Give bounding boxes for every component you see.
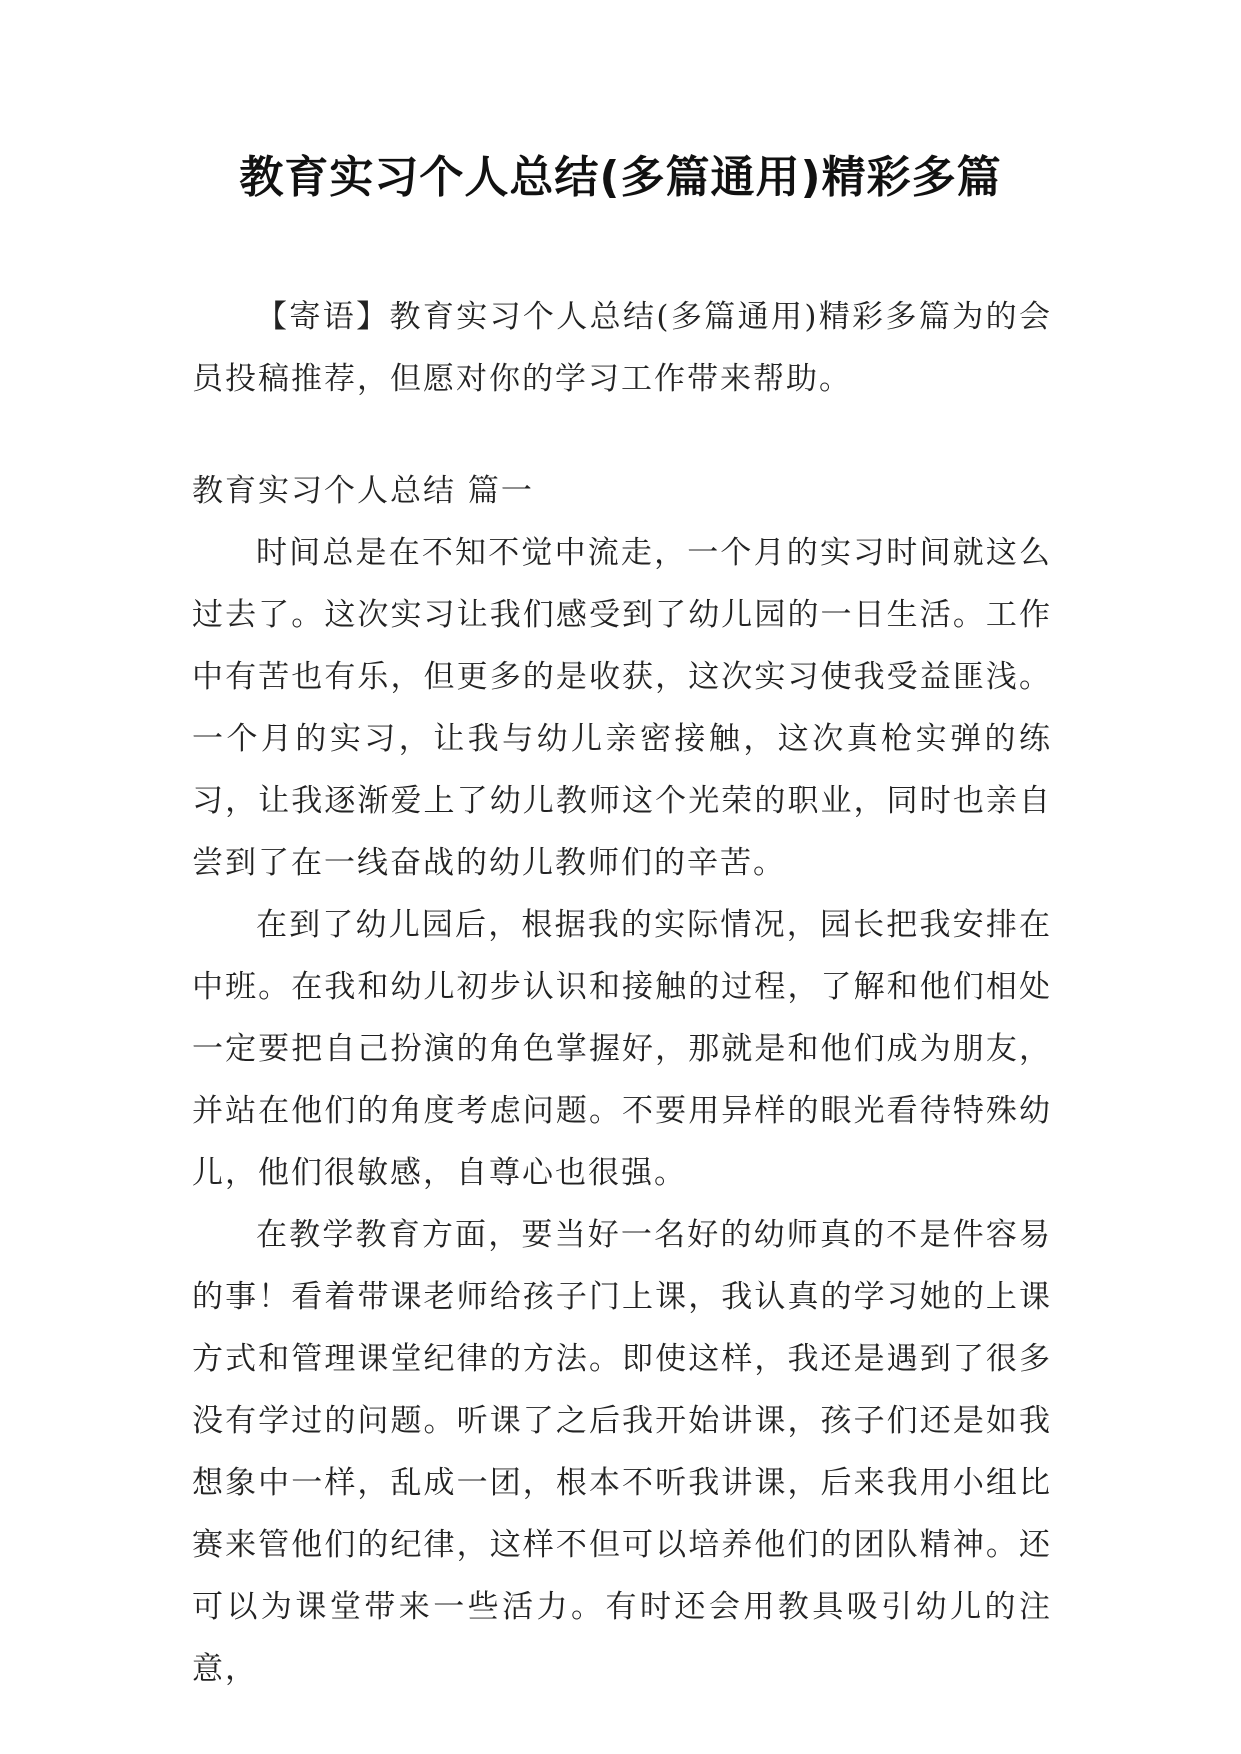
body-paragraph-2: 在到了幼儿园后，根据我的实际情况，园长把我安排在中班。在我和幼儿初步认识和接触的过程，了解和他们相处一定要把自己扮演的角色掌握好，那就是和他们成为朋友，并站在他们的角度考虑问题。不要用异样的眼光看待特殊幼儿，他们很敏感，自尊心也很强。 <box>192 907 1052 1191</box>
intro-block <box>192 286 1052 410</box>
section-body <box>192 522 1052 1700</box>
body-paragraph-3: 在教学教育方面，要当好一名好的幼师真的不是件容易的事！看着带课老师给孩子门上课，我认真的学习她的上课方式和管理课堂纪律的方法。即使这样，我还是遇到了很多没有学过的问题。听课了之后我开始讲课，孩子们还是如我想象中一样，乱成一团，根本不听我讲课，后来我用小组比赛来管他们的纪律，这样不但可以培养他们的团队精神。还可以为课堂带来一些活力。有时还会用教具吸引幼儿的注意， <box>192 1217 1052 1687</box>
intro-paragraph: 【寄语】教育实习个人总结(多篇通用)精彩多篇为的会员投稿推荐，但愿对你的学习工作带来帮助。 <box>192 299 1052 397</box>
document-title: 教育实习个人总结(多篇通用)精彩多篇 <box>239 152 1002 203</box>
section-heading: 教育实习个人总结 篇一 <box>192 473 534 509</box>
body-paragraph-1: 时间总是在不知不觉中流走，一个月的实习时间就这么过去了。这次实习让我们感受到了幼儿园的一日生活。工作中有苦也有乐，但更多的是收获，这次实习使我受益匪浅。一个月的实习，让我与幼儿亲密接触，这次真枪实弹的练习，让我逐渐爱上了幼儿教师这个光荣的职业，同时也亲自尝到了在一线奋战的幼儿教师们的辛苦。 <box>192 535 1052 881</box>
